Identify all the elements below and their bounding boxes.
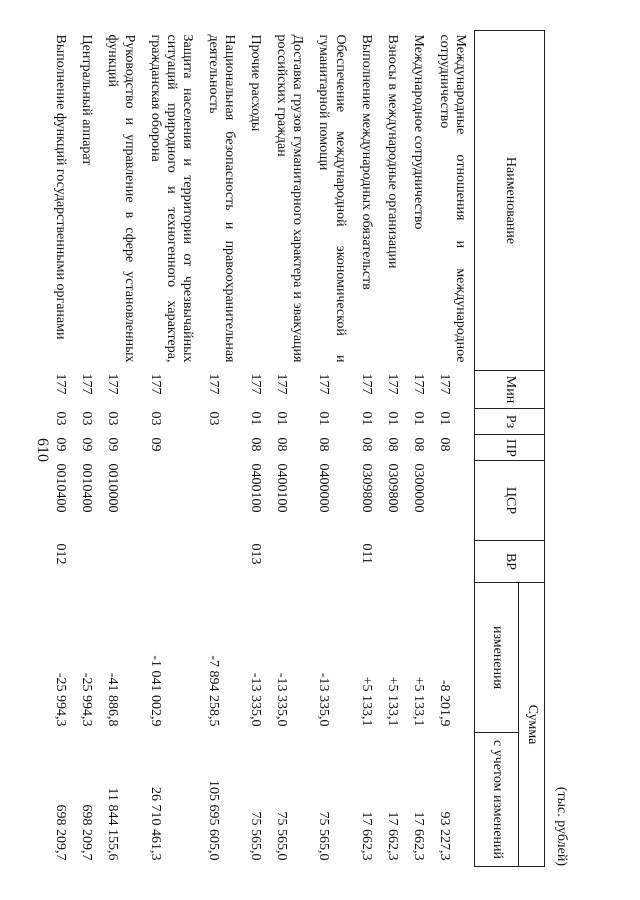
row-total: 17 662,3 <box>384 811 400 861</box>
row-rz: 03 <box>147 411 163 426</box>
row-changes: -13 335,0 <box>316 672 332 727</box>
row-name: Выполнение международных обязательств <box>358 34 374 290</box>
row-vr: 011 <box>358 543 374 564</box>
row-name: Защита населения и территории от чрезвычайных ситуаций природного и техногенного характера, гражданская оборона <box>147 34 195 363</box>
row-csr <box>432 461 475 541</box>
table-row <box>311 31 353 867</box>
row-csr: 0309800 <box>358 463 374 513</box>
row-csr: 0010000 <box>105 463 121 513</box>
row-pr: 08 <box>436 437 452 452</box>
row-vr <box>269 541 311 583</box>
row-rz: 03 <box>79 411 95 426</box>
header-changes: изменения <box>475 583 519 733</box>
row-csr: 0010400 <box>79 463 95 513</box>
table-row <box>48 31 74 867</box>
row-name: Прочие расходы <box>248 34 264 132</box>
row-changes: +5 133,1 <box>384 676 400 727</box>
header-sum: Сумма <box>519 583 545 867</box>
row-changes: -25 994,3 <box>79 672 95 727</box>
row-total: 26 710 461,3 <box>147 787 163 861</box>
row-rz: 01 <box>436 411 452 426</box>
row-rz: 01 <box>384 411 400 426</box>
row-name: Центральный аппарат <box>79 34 95 166</box>
table-row <box>74 31 100 867</box>
row-rz: 03 <box>205 411 221 426</box>
row-total: 698 209,7 <box>79 804 95 861</box>
row-name: Руководство и управление в сфере установленных функций <box>105 34 137 363</box>
row-pr: 08 <box>384 437 400 452</box>
table-row <box>100 31 142 867</box>
row-name: Международные отношения и международное сотрудничество <box>436 34 468 363</box>
row-vr: 013 <box>248 543 264 565</box>
row-pr: 08 <box>248 437 264 452</box>
row-changes: +5 133,1 <box>410 676 426 727</box>
row-name: Взносы в международные организации <box>384 34 400 269</box>
units-note: (тыс. рублей) <box>554 786 569 866</box>
header-pr: ПР <box>475 435 545 461</box>
row-min: 177 <box>410 373 426 395</box>
row-pr <box>201 435 243 461</box>
table-row <box>380 31 406 867</box>
row-csr: 0010400 <box>53 463 69 513</box>
row-pr: 08 <box>316 437 332 452</box>
table-row <box>243 31 269 867</box>
row-min: 177 <box>79 373 95 395</box>
row-total: 75 565,0 <box>248 811 264 861</box>
row-vr <box>201 541 243 583</box>
row-changes: -7 894 258,5 <box>205 655 221 727</box>
row-min: 177 <box>384 373 400 395</box>
row-min: 177 <box>105 373 121 395</box>
row-name: Международное сотрудничество <box>410 34 426 230</box>
row-rz: 01 <box>248 411 264 426</box>
row-min: 177 <box>274 373 290 395</box>
row-csr: 0309800 <box>384 463 400 513</box>
rotated-page-content <box>53 30 575 870</box>
row-name: Доставка грузов гуманитарного характера и эвакуация российских граждан <box>274 34 306 363</box>
header-min: Мин <box>475 371 545 409</box>
row-total: 11 844 155,6 <box>105 787 121 861</box>
row-total: 75 565,0 <box>316 811 332 861</box>
table-row <box>354 31 380 867</box>
row-total: 17 662,3 <box>410 811 426 861</box>
row-csr <box>143 461 201 541</box>
row-vr <box>406 541 432 583</box>
row-vr <box>100 541 142 583</box>
row-rz: 01 <box>274 411 290 426</box>
row-min: 177 <box>53 373 69 395</box>
row-pr: 09 <box>105 437 121 452</box>
row-pr: 08 <box>274 437 290 452</box>
row-pr: 08 <box>358 437 374 452</box>
row-vr <box>143 541 201 583</box>
header-csr: ЦСР <box>475 461 545 541</box>
row-min: 177 <box>316 373 332 395</box>
row-csr: 0400000 <box>316 463 332 513</box>
row-vr <box>74 541 100 583</box>
row-pr: 09 <box>79 437 95 452</box>
row-vr <box>380 541 406 583</box>
row-changes: -41 886,8 <box>105 672 121 727</box>
row-min: 177 <box>358 373 374 395</box>
row-total: 105 695 605,0 <box>205 780 221 861</box>
row-changes: -13 335,0 <box>274 672 290 727</box>
row-vr <box>432 541 475 583</box>
row-name: Обеспечение международной экономической и гуманитарной помощи <box>316 34 348 363</box>
row-csr: 0400100 <box>274 463 290 513</box>
row-changes: -13 335,0 <box>248 672 264 727</box>
row-rz: 01 <box>410 411 426 426</box>
header-vr: ВР <box>475 541 545 583</box>
row-csr <box>201 461 243 541</box>
row-total: 93 227,3 <box>436 811 452 861</box>
table-row <box>201 31 243 867</box>
row-total: 17 662,3 <box>358 811 374 861</box>
row-rz: 03 <box>105 411 121 426</box>
table-row <box>406 31 432 867</box>
row-vr <box>311 541 353 583</box>
row-csr: 0400100 <box>248 463 264 513</box>
row-csr: 0300000 <box>410 463 426 513</box>
header-name: Наименование <box>475 31 545 371</box>
table-row <box>432 31 475 867</box>
page-number: 610 <box>34 438 51 462</box>
row-rz: 01 <box>316 411 332 426</box>
row-rz: 01 <box>358 411 374 426</box>
row-name: Национальная безопасность и правоохранительная деятельность <box>205 34 238 363</box>
header-with-changes: с учетом изменений <box>475 733 519 867</box>
row-pr: 08 <box>410 437 426 452</box>
row-min: 177 <box>436 373 452 395</box>
row-total: 698 209,7 <box>53 804 69 861</box>
row-pr: 09 <box>53 437 69 452</box>
budget-table <box>48 30 545 867</box>
row-min: 177 <box>205 373 221 395</box>
table-body <box>48 31 474 867</box>
row-vr: 012 <box>53 543 69 565</box>
row-changes: -1 041 002,9 <box>147 655 163 727</box>
row-pr: 09 <box>147 437 163 452</box>
header-rz: Рз <box>475 409 545 435</box>
row-min: 177 <box>147 373 163 395</box>
row-rz: 03 <box>53 411 69 426</box>
row-changes: -8 201,9 <box>436 679 452 727</box>
row-min: 177 <box>248 373 264 395</box>
table-row <box>143 31 201 867</box>
row-total: 75 565,0 <box>274 811 290 861</box>
row-changes: +5 133,1 <box>358 676 374 727</box>
row-changes: -25 994,3 <box>53 672 69 727</box>
table-row <box>269 31 311 867</box>
row-name: Выполнение функций государственными органами <box>53 34 69 340</box>
